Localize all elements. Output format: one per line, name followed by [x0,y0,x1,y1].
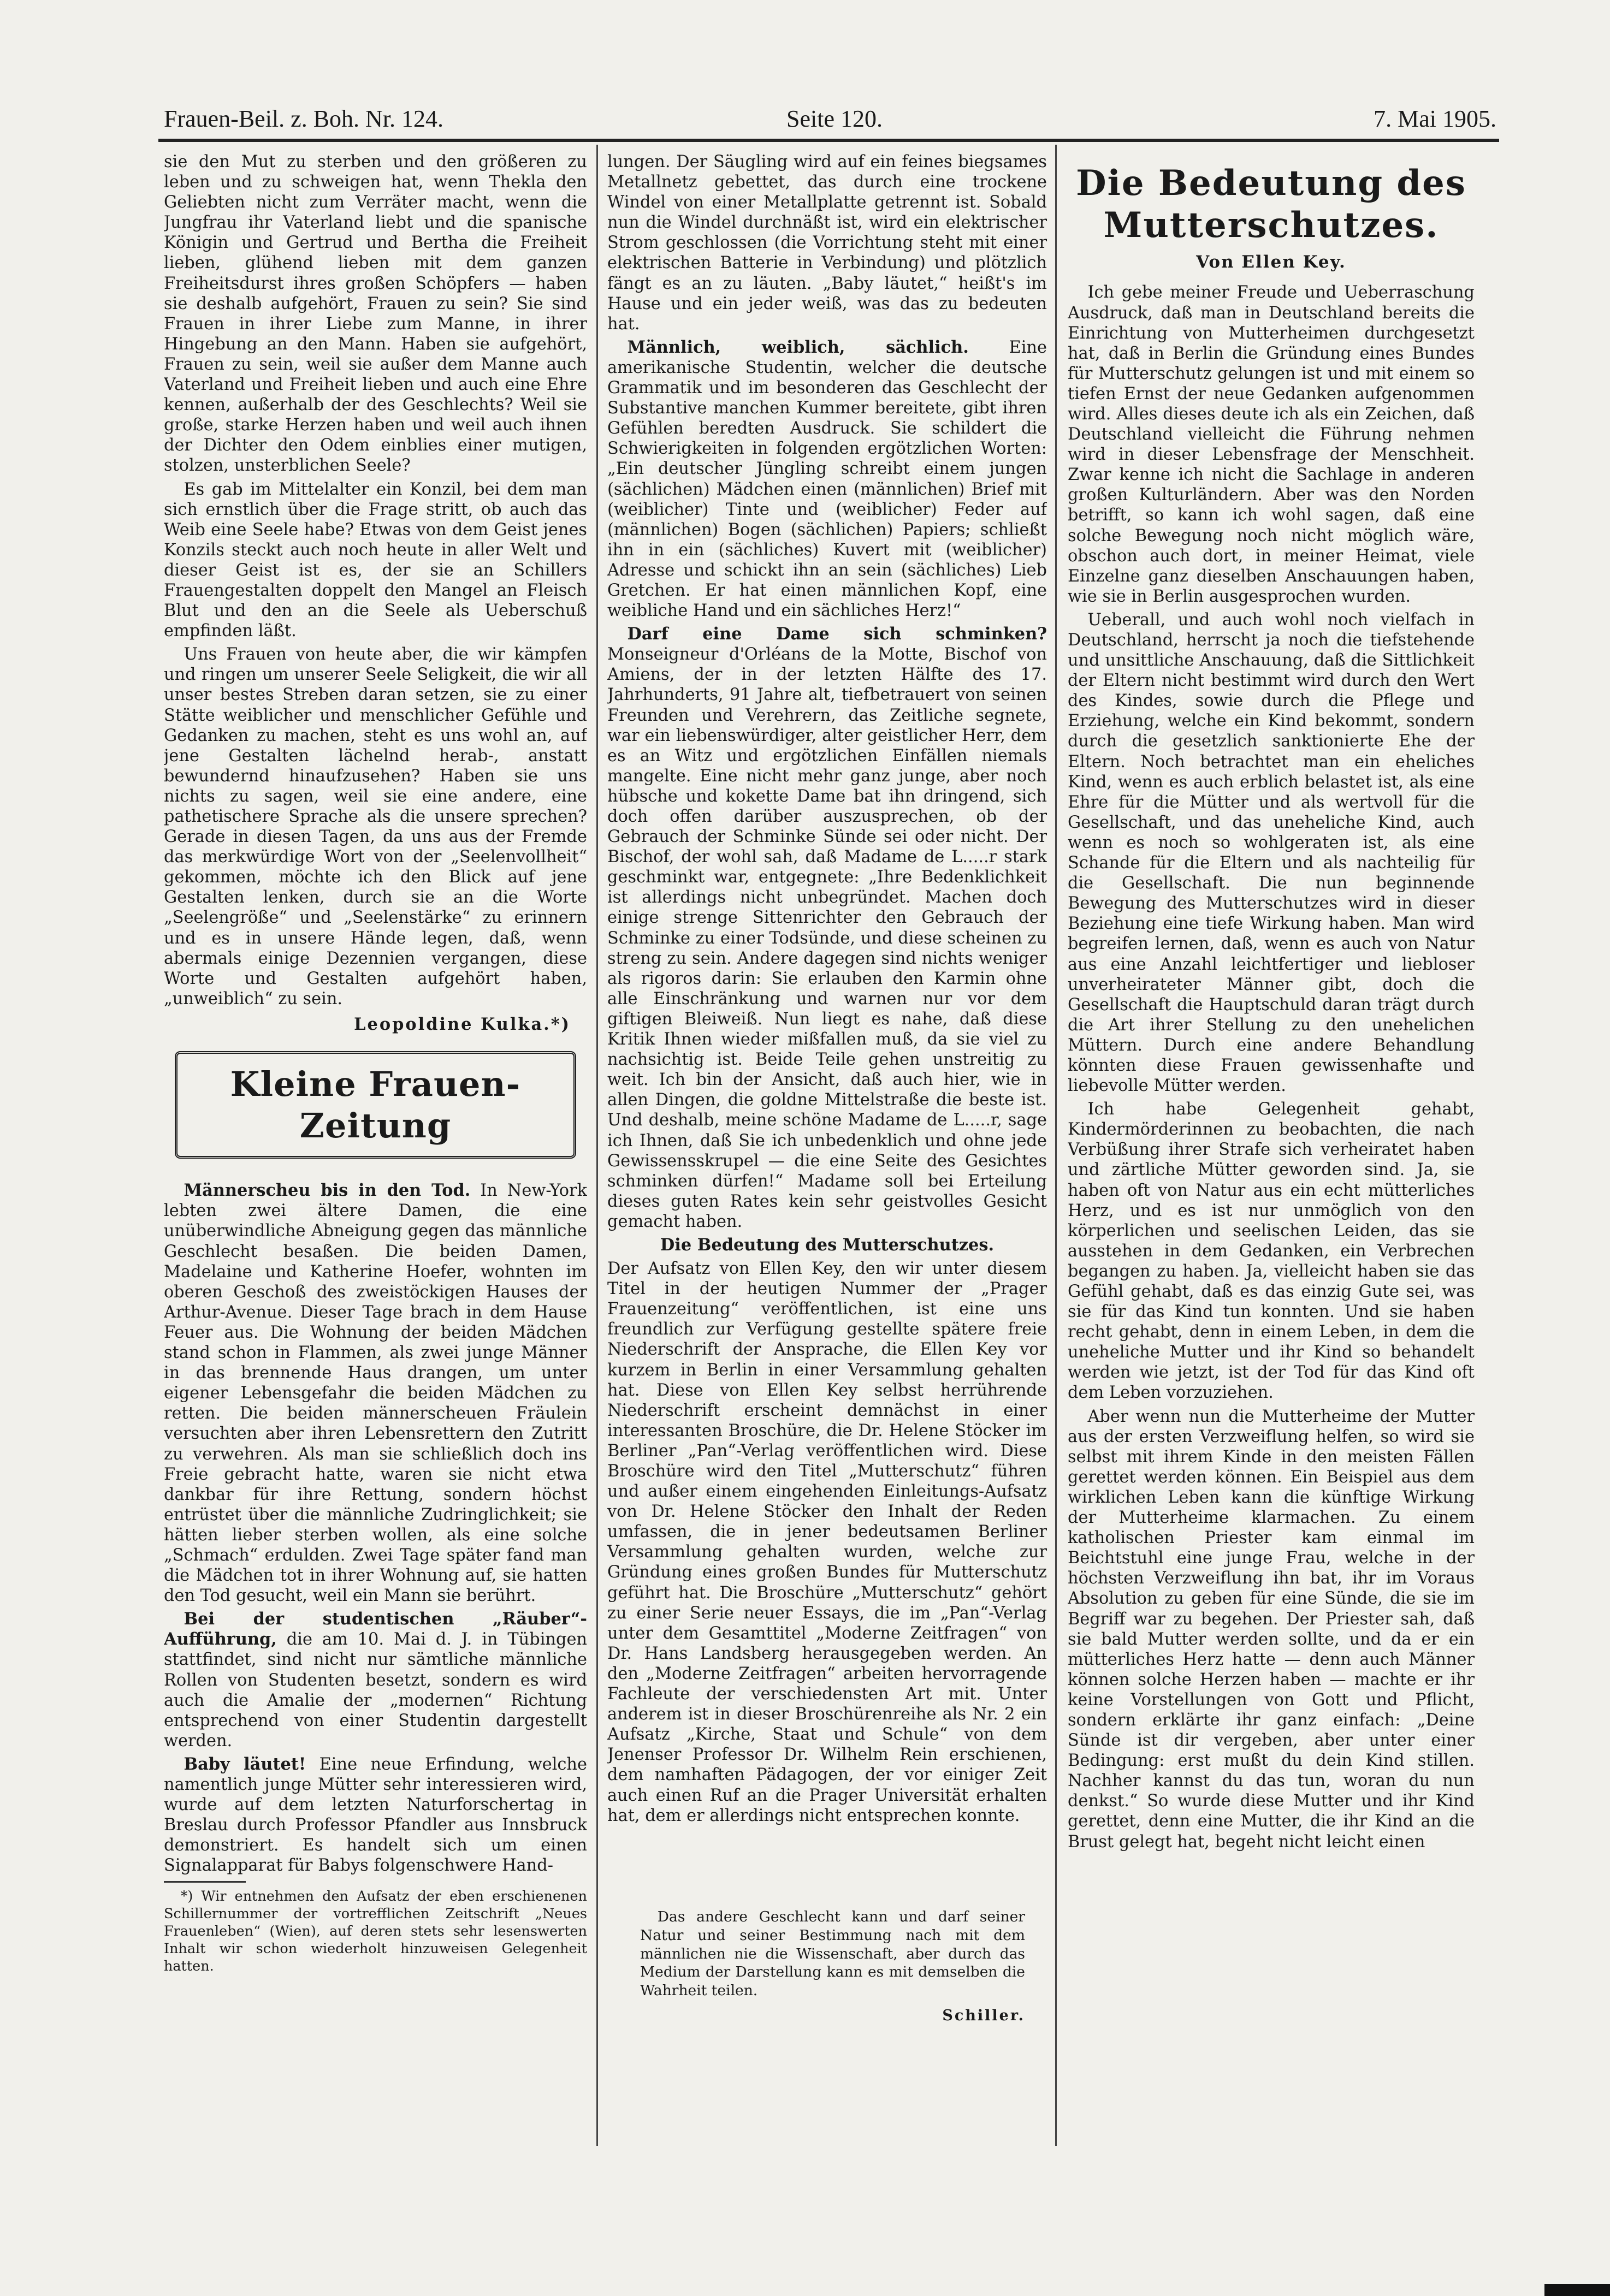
news-body: Der Aufsatz von Ellen Key, den wir unter diesem Titel in der heutigen Nummer der „Prager Frauenzeitung“ veröffentlichen, ist eine uns freundlich zur Verfügung gestellte spätere freie Niederschrift der Ansprache, die Ellen Key vor kurzem in Berlin in einer Versammlung gehalten hat. Diese von Ellen Key selbst herrührende Niederschrift erscheint demnächst in einer interessanten Broschüre, die Dr. Helene Stöcker im Berliner „Pan“-Verlag veröffentlichen wird. Diese Broschüre wird den Titel „Mutterschutz“ führen und außer einem eingehenden Einleitungs-Aufsatz von Dr. Helene Stöcker den Inhalt der Reden umfassen, die in jener bedeutsamen Berliner Versammlung gehalten wurden, welche zur Gründung eines großen Bundes für Mutterschutz geführt hat. Die Broschüre „Mutterschutz“ gehört zu einer Serie neuer Essays, die im „Pan“-Verlag unter dem Gesamttitel „Moderne Zeitfragen“ von Dr. Hans Landsberg herausgegeben werden. An den „Moderne Zeitfragen“ arbeiten hervorragende Fachleute der verschiedensten Art mit. Unter anderem ist in dieser Broschürenreihe als Nr. 2 ein Aufsatz „Kirche, Staat und Schule“ von dem Jenenser Professor Dr. Wilhelm Rein erschienen, dem namhaften Pädagogen, der vor einiger Zeit auch einen Ruf an die Prager Universität erhalten hat, dem er allerdings nicht entsprechen konnte. [607,1259,1047,1825]
news-body: die am 10. Mai d. J. in Tübingen stattfindet, sind nicht nur sämtliche männliche Rollen von Studenten besetzt, sondern es wird auch die Amalie der „modernen“ Richtung entsprechend von einer Studentin dargestellt werden. [164,1630,587,1751]
column-rule-2 [1055,145,1057,2146]
footnote: *) Wir entnehmen den Aufsatz der eben erschienenen Schillernummer der vortrefflichen Zeitschrift „Neues Frauenleben“ (Wien), auf deren stets sehr lesenswerten Inhalt wir schon wiederholt hinzuweisen Gelegenheit hatten. [164,1888,587,1974]
header-publication: Frauen-Beil. z. Boh. Nr. 124. [164,105,444,132]
news-body: Eine amerikanische Studentin, welcher die deutsche Grammatik und im besonderen das Geschlecht der Substantive manchen Kummer bereitete, gibt ihren Gefühlen beredten Ausdruck. Sie schildert die Schwierigkeiten in folgenden ergötzlichen Worten: „Ein deutscher Jüngling schreibt einem jungen (sächlichen) Mädchen einen (männlichen) Brief mit (weiblicher) Tinte und (weiblicher) Feder auf (männlichen) Bogen (sächlichen) Papiers; schließt ihn in ein (sächliches) Kuvert mit (weiblicher) Adresse und schickt ihn an sein (sächliches) Lieb Gretchen. Er hat einen männlichen Kopf, eine weibliche Hand und ein sächliches Herz!“ [607,337,1047,621]
header-rule [158,139,1499,142]
news-body: Eine neue Erfindung, welche namentlich junge Mütter sehr interessieren wird, wurde auf dem letzten Naturforschertag in Breslau durch Professor Pfandler aus Innsbruck demonstriert. Es handelt sich um einen Signalapparat für Babys folgenschwere Hand- [164,1754,587,1876]
section-title-box: Kleine Frauen-Zeitung [175,1051,576,1159]
news-headline: Männlich, weiblich, sächlich. [627,337,969,357]
paragraph: sie den Mut zu sterben und den größeren zu leben und zu schweigen hat, wenn Thekla den Geliebten nicht zum Verräter macht, wenn die Jungfrau ihr Vaterland liebt und die spanische Königin und Gertrud und Bertha die Freiheit lieben, glühend lieben mit dem ganzen Freiheitsdurst ihres großen Schöpfers — haben sie deshalb aufgehört, Frauen zu sein? Sie sind Frauen in ihrer Liebe zum Manne, in ihrer Hingebung an den Mann. Haben sie aufgehört, Frauen zu sein, weil sie außer dem Manne auch Vaterland und Freiheit lieben und auch eine Ehre kennen, außerhalb der des Geschlechts? Weil sie große, starke Herzen haben und weil auch ihnen der Dichter den Odem einblies einer mutigen, stolzen, unsterblichen Seele? [164,152,587,476]
page-header [164,105,1496,138]
schiller-quote [640,1908,1025,2026]
news-headline: Die Bedeutung des Mutterschutzes. [660,1235,995,1255]
author-signature: Leopoldine Kulka.*) [354,1014,571,1034]
footnote-rule [164,1881,246,1883]
news-body: Monseigneur d'Orléans de la Motte, Bischof von Amiens, der in der letzten Hälfte des 17. Jahrhunderts, 91 Jahre alt, tiefbetrauert von seinen Freunden und Verehrern, das Zeitliche segnete, war ein liebenswürdiger, alter geistlicher Herr, dem es an Witz und ergötzlichen Einfällen niemals mangelte. Eine nicht mehr ganz junge, aber noch hübsche und kokette Dame bat ihn dringend, sich doch offen darüber auszusprechen, ob der Gebrauch der Schminke Sünde sei oder nicht. Der Bischof, der wohl sah, daß Madame de L.....r stark geschminkt war, entgegnete: „Ihre Bedenklichkeit ist allerdings nicht unbegründet. Machen doch einige strenge Sittenrichter den Gebrauch der Schminke zu einer Todsünde, und diese scheinen zu streng zu sein. Andere dagegen sind nichts weniger als rigoros darin: Sie erlauben den Karmin ohne alle Einschränkung und warnen nur vor dem giftigen Bleiweiß. Nun liegt es nahe, daß diese Kritik Ihnen wieder mißfallen muß, da sie viel zu nachsichtig ist. Beide Teile gehen unstreitig zu weit. Ich bin der Ansicht, daß auch hier, wie in allen Dingen, die goldne Mittelstraße die beste ist. Und deshalb, meine schöne Madame de L.....r, sage ich Ihnen, daß Sie ich unbedenklich und ohne jede Gewissensskrupel — die eine Seite des Gesichtes schminken dürfen!“ Madame soll bei Erteilung dieses guten Rates kein sehr geistvolles Gesicht gemacht haben. [607,645,1047,1231]
article-author: Von Ellen Key. [1196,252,1346,272]
header-page-number: Seite 120. [786,105,883,132]
column-rule-1 [596,145,598,2146]
scan-edge-mark [1544,2284,1610,2296]
quote-signature: Schiller. [942,2007,1025,2025]
paragraph: Ich gebe meiner Freude und Ueberraschung Ausdruck, daß man in Deutschland bereits die Einrichtung von Mutterheimen durchgesetzt hat, daß in Berlin die Gründung eines Bundes für Mutterschutz gelungen ist und mit einem so tiefen Ernst der neue Gedanken aufgenommen wird. Alles dieses deute ich als ein Zeichen, daß Deutschland vielleicht die Führung nehmen wird in dieser Lebensfrage der Menschheit. Zwar kenne ich nicht die Sachlage in anderen großen Kulturländern. Aber was den Norden betrifft, so kann ich wohl sagen, daß eine solche Bewegung noch nicht möglich wäre, obschon auch dort, in meiner Heimat, viele Einzelne ganz dieselben Anschauungen haben, wie sie in Berlin ausgesprochen wurden. [1068,283,1475,606]
paragraph: Ueberall, und auch wohl noch vielfach in Deutschland, herrscht ja noch die tiefstehende und unsittliche Anschauung, daß die Sittlichkeit der Eltern nicht bestimmt wird durch den Wert des Kindes, sowie durch die Pflege und Erziehung, welche ein Kind bekommt, sondern durch die gesetzlich sanktionierte Ehe der Eltern. Noch betrachtet man ein eheliches Kind, wenn es auch erblich belastet ist, als eine Ehre für die Mütter und als wertvoll für die Gesellschaft, und das uneheliche Kind, auch wenn es noch so wohlgeraten ist, als eine Schande für die Eltern und als nachteilig für die Gesellschaft. Die nun beginnende Bewegung des Mutterschutzes wird in dieser Beziehung eine tiefe Wirkung haben. Man wird begreifen lernen, daß, wenn es auch von Natur aus eine Anzahl leichtfertiger und liebloser unverheirateter Männer gibt, doch die Gesellschaft die Hauptschuld daran trägt durch die Art ihrer Stellung zu den unehelichen Müttern. Durch eine andere Behandlung könnten diese Frauen gewissenhafte und liebevolle Mütter werden. [1068,610,1475,1096]
quote-text: Das andere Geschlecht kann und darf seiner Natur und seiner Bestimmung nach mit dem männlichen nie die Wissenschaft, aber durch das Medium der Darstellung kann es mit demselben die Wahrheit teilen. [640,1908,1025,2000]
paragraph: Ich habe Gelegenheit gehabt, Kindermörderinnen zu beobachten, die nach Verbüßung ihrer Strafe sich verheiratet haben und zärtliche Mütter geworden sind. Ja, sie haben oft von Natur aus ein echt mütterliches Herz, und es ist nur unmöglich von den körperlichen und seelischen Leiden, das sie ausstehen in dem Gedanken, ein Verbrechen begangen zu haben. Ja, vielleicht haben sie das Gefühl gehabt, daß es das einzig Gute sei, was sie für das Kind tun konnten. Und sie haben recht gehabt, denn in einem Leben, in dem die uneheliche Mutter und ihr Kind so behandelt werden wie jetzt, ist der Tod für das Kind oft dem Leben vorzuziehen. [1068,1100,1475,1403]
paragraph: lungen. Der Säugling wird auf ein feines biegsames Metallnetz gebettet, das durch eine trockene Windel von einer Metallplatte getrennt ist. Sobald nun die Windel durchnäßt ist, wird ein elektrischer Strom geschlossen (die Vorrichtung steht mit einer elektrischen Batterie in Verbindung) und plötzlich fängt es an zu läuten. „Baby läutet,“ heißt's im Hause und ein jeder weiß, was das zu bedeuten hat. [607,152,1047,334]
paragraph: Uns Frauen von heute aber, die wir kämpfen und ringen um unserer Seele Seligkeit, die wir all unser bestes Streben daran setzen, sie zu einer Stätte weiblicher und menschlicher Gefühle und Gedanken zu machen, steht es uns wohl an, auf jene Gestalten lächelnd herab-, anstatt bewundernd hinaufzusehen? Haben sie uns nichts zu sagen, weil sie eine andere, eine pathetischere Sprache als die unsere sprechen? Gerade in diesen Tagen, da uns aus der Fremde das merkwürdige Wort von der „Seelenvollheit“ gekommen, möchte ich den Blick auf jene Gestalten lenken, durch sie an die Worte „Seelengröße“ und „Seelenstärke“ zu erinnern und es in unsere Hände legen, daß, wenn abermals einige Dezennien vergangen, diese Worte und Gestalten aufgehört haben, „unweiblich“ zu sein. [164,645,587,1008]
column-middle [607,152,1047,2167]
paragraph: Aber wenn nun die Mutterheime der Mutter aus der ersten Verzweiflung helfen, so wird sie selbst mit ihrem Kinde in den meisten Fällen gerettet werden können. Ein Beispiel aus dem wirklichen Leben kann die künftige Wirkung der Mutterheime klarmachen. Zu einem katholischen Priester kam einmal im Beichtstuhl eine junge Frau, welche in der höchsten Verzweiflung ihn bat, ihr im Voraus Absolution zu geben für eine Sünde, die sie im Begriff war zu begehen. Der Priester sah, daß sie bald Mutter werden sollte, und da er ein mütterliches Herz hatte — denn auch Männer können solche Herzen haben — machte er ihr keine Vorstellungen von Gott und Pflicht, sondern erklärte ihr ganz einfach: „Deine Sünde ist dir vergeben, aber unter einer Bedingung: erst mußt du dein Kind stillen. Nachher kannst du das tun, woran du nun denkst.“ So wurde diese Mutter und ihr Kind gerettet, denn eine Mutter, die ihr Kind an die Brust gelegt hat, begeht nicht leicht einen [1068,1407,1475,1852]
news-body: In New-York lebten zwei ältere Damen, die eine unüberwindliche Abneigung gegen das männliche Geschlecht besaßen. Die beiden Damen, Madelaine und Katherine Hoefer, wohnten im oberen Geschoß des zweistöckigen Hauses der Arthur-Avenue. Dieser Tage brach in dem Hause Feuer aus. Die Wohnung der beiden Mädchen stand schon in Flammen, als zwei junge Männer in das brennende Haus drangen, um unter eigener Lebensgefahr die beiden Mädchen zu retten. Die beiden männerscheuen Fräulein versuchten aber ihren Lebensrettern den Zutritt zu verwehren. Als man sie schließlich doch ins Freie gebracht hatte, waren sie nicht etwa dankbar für ihre Rettung, sondern höchst entrüstet über die männliche Zudringlichkeit; sie hätten lieber sterben wollen, als eine solche „Schmach“ erdulden. Zwei Tage später fand man die Mädchen tot in ihrer Wohnung auf, sie hatten den Tod gesucht, weil ein Mann sie berührt. [164,1181,587,1606]
news-headline: Männerscheu bis in den Tod. [184,1180,471,1201]
news-headline: Baby läutet! [184,1754,306,1774]
article-title: Die Bedeutung des Mutterschutzes. [1076,163,1466,246]
paragraph: Es gab im Mittelalter ein Konzil, bei dem man sich ernstlich über die Frage stritt, ob auch das Weib eine Seele habe? Etwas von dem Geist jenes Konzils steckt auch noch heute in aller Welt und dieser Geist ist es, der sie an Schillers Frauengestalten doppelt den Mangel an Fleisch Blut und den an die Seele als Ueberschuß empfinden läßt. [164,479,587,641]
news-headline: Bei der studentischen „Räuber“-Aufführung, [164,1609,587,1650]
news-headline: Darf eine Dame sich schminken? [627,624,1047,644]
column-left [164,152,587,2167]
header-date: 7. Mai 1905. [1374,105,1496,132]
column-right [1068,152,1475,2167]
